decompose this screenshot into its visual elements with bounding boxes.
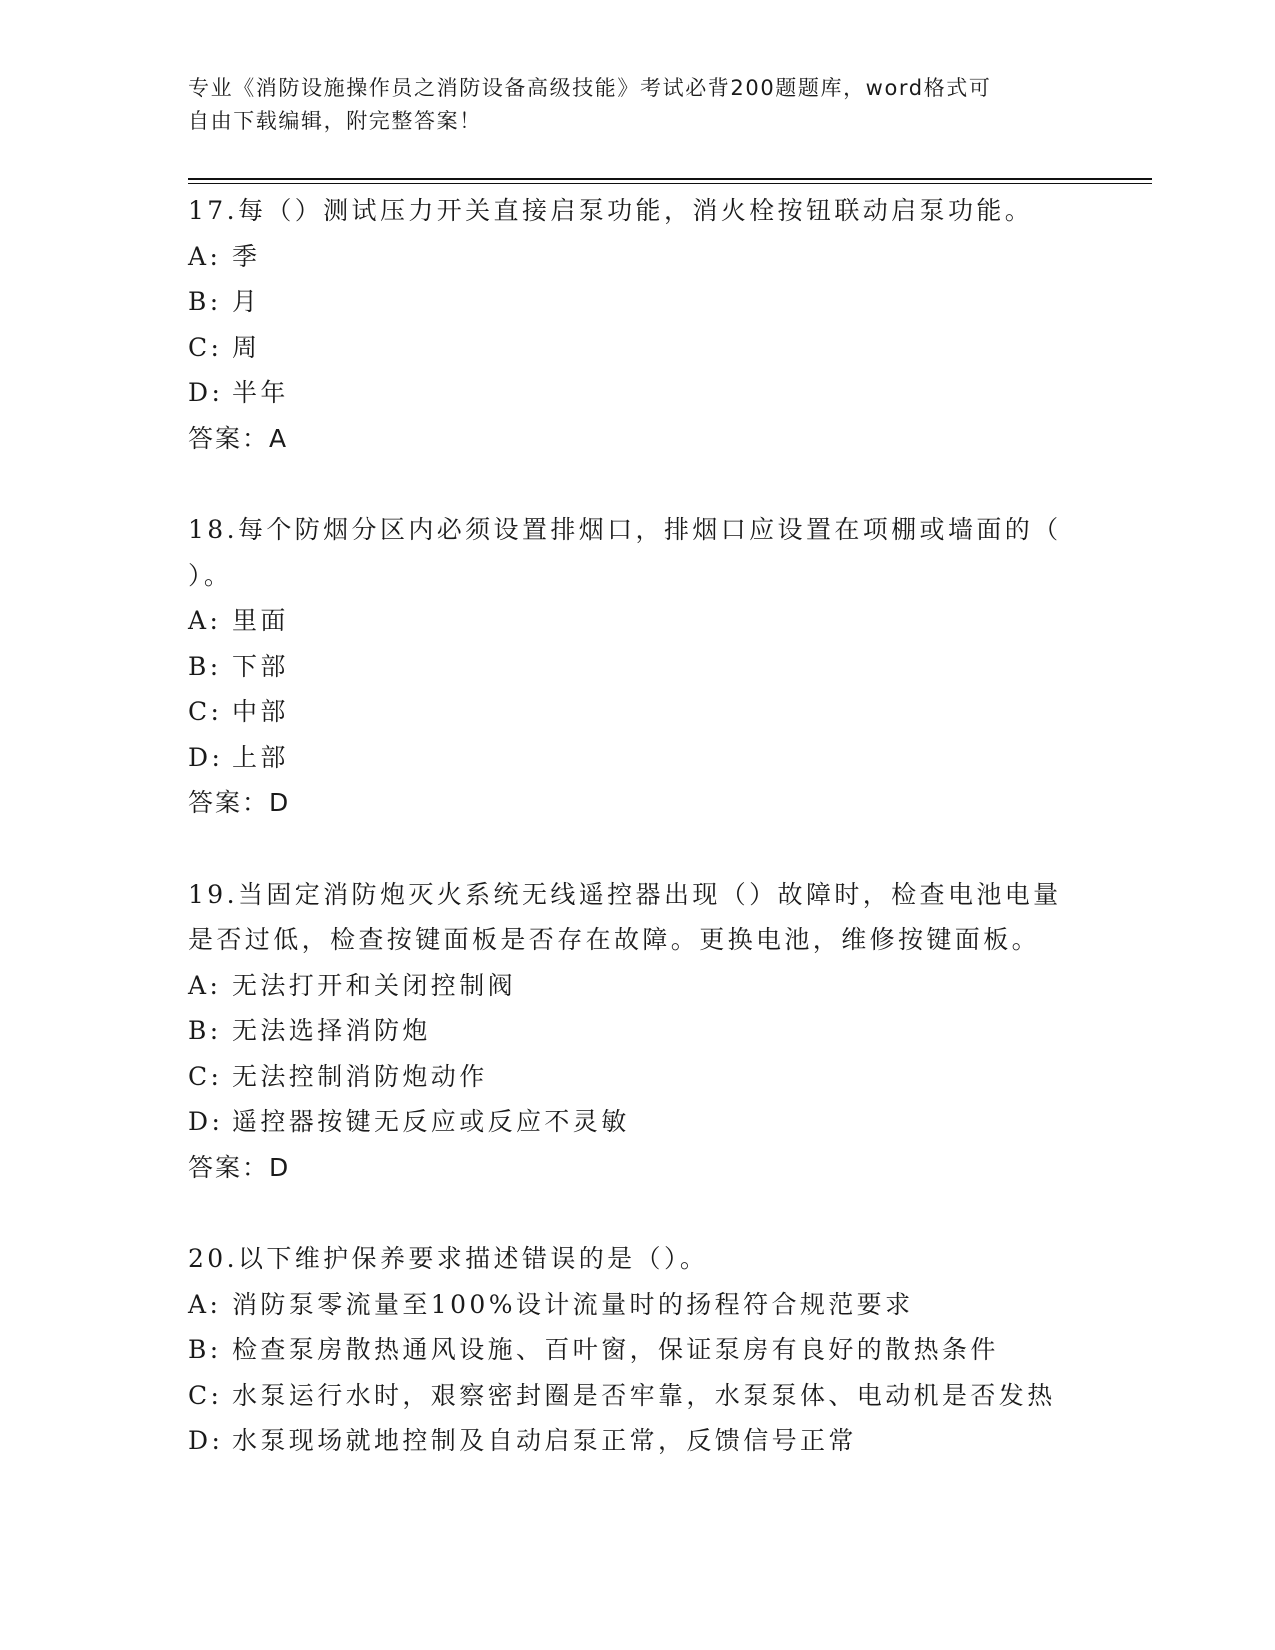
answer-line: 答案：A (188, 423, 289, 453)
option-text: 无法选择消防炮 (232, 1016, 431, 1045)
header-line-1: 专业《消防设施操作员之消防设备高级技能》考试必背200题题库，word格式可 (188, 76, 992, 100)
question-stem: 19.当固定消防炮灭火系统无线遥控器出现（）故障时，检查电池电量是否过低，检查按键面板是否存在故障。更换电池，维修按键面板。 (188, 879, 1062, 954)
header-line-2: 自由下载编辑，附完整答案！ (188, 109, 482, 133)
option-letter: A: (188, 241, 222, 271)
option-text: 季 (232, 241, 261, 271)
option-c (188, 1054, 1088, 1100)
option-letter: A: (188, 970, 222, 1000)
question-19 (188, 872, 1088, 1191)
header-divider-thin (188, 183, 1152, 184)
option-letter: C: (188, 1380, 223, 1410)
option-text: 水泵现场就地控制及自动启泵正常，反馈信号正常 (232, 1426, 857, 1455)
option-letter: C: (188, 332, 223, 362)
option-letter: B: (188, 1335, 222, 1364)
option-a (188, 1282, 1088, 1328)
question-20 (188, 1236, 1088, 1464)
header-divider-thick (188, 178, 1152, 180)
option-text: 月 (232, 287, 261, 316)
option-text: 无法打开和关闭控制阀 (232, 970, 517, 1000)
option-b (188, 1008, 1088, 1054)
option-letter: C: (188, 1061, 223, 1091)
option-text: 下部 (232, 651, 289, 681)
option-d (188, 370, 1088, 416)
option-c (188, 325, 1088, 371)
question-17 (188, 188, 1088, 461)
option-a (188, 234, 1088, 280)
option-letter: B: (188, 287, 222, 316)
option-letter: B: (188, 1016, 222, 1045)
option-b (188, 1327, 1088, 1373)
option-a (188, 963, 1088, 1009)
option-text: 遥控器按键无反应或反应不灵敏 (232, 1107, 630, 1136)
option-text: 周 (232, 332, 261, 362)
option-letter: D: (188, 1426, 224, 1455)
answer-line: 答案：D (188, 1152, 291, 1182)
option-b (188, 279, 1088, 325)
question-stem: 18.每个防烟分区内必须设置排烟口，排烟口应设置在项棚或墙面的（ ）。 (188, 515, 1062, 590)
option-letter: C: (188, 697, 223, 726)
option-letter: A: (188, 1289, 222, 1319)
option-letter: D: (188, 1107, 224, 1136)
option-d (188, 1099, 1088, 1145)
option-text: 中部 (232, 697, 289, 726)
option-text: 里面 (232, 606, 289, 635)
option-text: 检查泵房散热通风设施、百叶窗，保证泵房有良好的散热条件 (232, 1335, 999, 1364)
option-letter: B: (188, 651, 222, 681)
option-text: 消防泵零流量至100%设计流量时的扬程符合规范要求 (232, 1289, 914, 1319)
option-d (188, 735, 1088, 781)
question-18 (188, 507, 1088, 826)
option-letter: A: (188, 606, 222, 635)
option-b (188, 644, 1088, 690)
option-c (188, 689, 1088, 735)
option-letter: D: (188, 742, 224, 772)
option-text: 半年 (232, 378, 289, 407)
question-stem: 17.每（）测试压力开关直接启泵功能，消火栓按钮联动启泵功能。 (188, 196, 1034, 225)
question-stem: 20.以下维护保养要求描述错误的是（）。 (188, 1244, 709, 1273)
option-c (188, 1373, 1088, 1419)
option-a (188, 598, 1088, 644)
option-d (188, 1418, 1088, 1464)
option-text: 水泵运行水时，艰察密封圈是否牢靠，水泵泵体、电动机是否发热 (232, 1380, 1056, 1410)
document-header (188, 72, 1068, 138)
question-list (188, 188, 1088, 1510)
answer-line: 答案：D (188, 788, 291, 817)
option-letter: D: (188, 378, 224, 407)
option-text: 上部 (232, 742, 289, 772)
option-text: 无法控制消防炮动作 (232, 1061, 488, 1091)
